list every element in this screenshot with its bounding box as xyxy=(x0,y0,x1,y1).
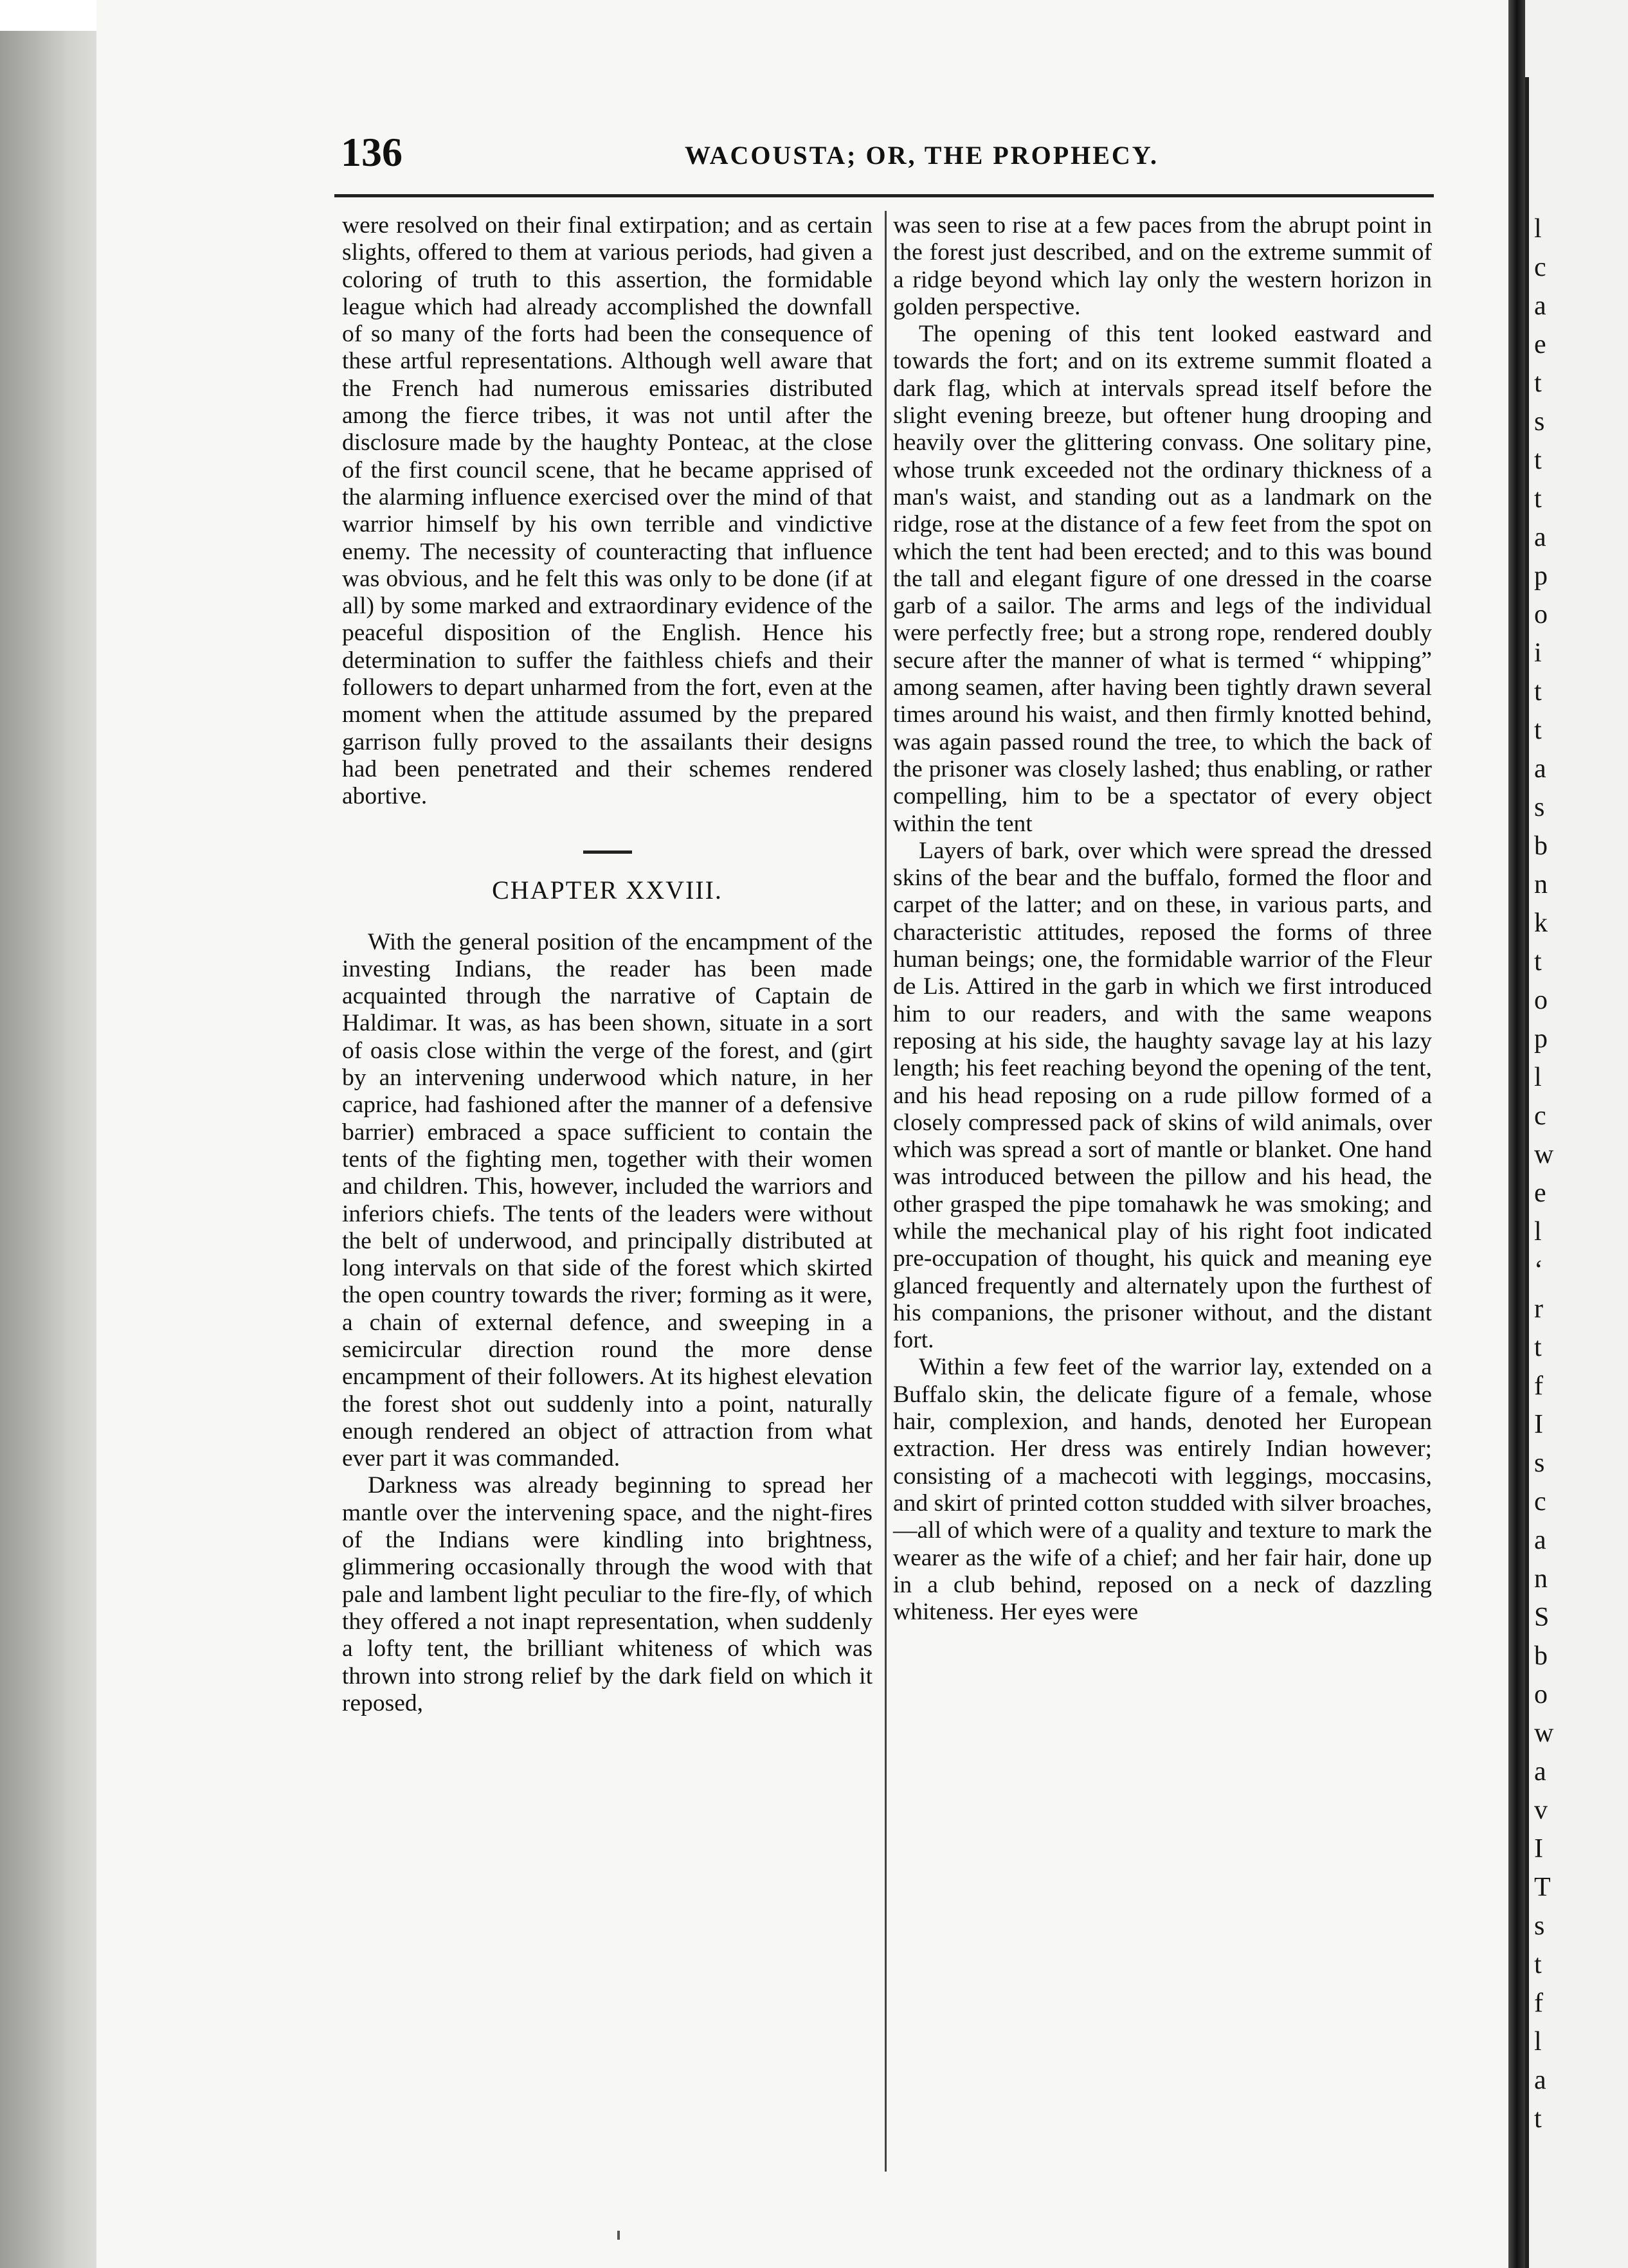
next-page-letter: r xyxy=(1534,1294,1543,1324)
book-gutter xyxy=(1508,0,1525,2268)
next-page-letter: c xyxy=(1534,1101,1546,1131)
next-page-letter: s xyxy=(1534,1911,1545,1941)
page-number: 136 xyxy=(341,129,402,175)
right-column xyxy=(893,212,1432,1626)
left-para-2: Darkness was already beginning to spread her mantle over the intervening space, and the night-fires of the Indians were kindling into brightness, glimmering occasionally through the wood with that pale and lambent light peculiar to the fire-fly, of which they offered a not inapt representation, when suddenly a lofty tent, the brilliant whiteness of which was thrown into strong relief by the dark field on which it reposed, xyxy=(342,1472,873,1716)
left-para-1: With the general position of the encampment of the investing Indians, the reader has been made acquainted through the narrative of Captain de Haldimar. It was, as has been shown, situate in a sort of oasis close within the verge of the forest, and (girt by an intervening underwood which nature, in her caprice, had fashioned after the manner of a defensive barrier) embraced a space sufficient to contain the tents of the fighting men, together with their women and children. This, however, included the warriors and inferiors chiefs. The tents of the leaders were without the belt of underwood, and principally distributed at long intervals on that side of the forest which skirted the open country towards the river; forming as it were, a chain of external defence, and sweeping in a semicircular direction round the more dense encampment of their followers. At its highest elevation the forest shot out suddenly into a point, naturally enough rendered an object of attraction from what ever part it was commanded. xyxy=(342,928,873,1472)
next-page-letter: e xyxy=(1534,1178,1546,1208)
next-page-letter: c xyxy=(1534,1487,1546,1516)
next-page-letter: s xyxy=(1534,407,1545,437)
next-page-letter: t xyxy=(1534,716,1542,745)
next-page-letter: o xyxy=(1534,600,1548,629)
next-page-letter: a xyxy=(1534,291,1546,321)
next-page-letter: a xyxy=(1534,523,1546,552)
next-page-letter: a xyxy=(1534,754,1546,784)
next-page-letter: w xyxy=(1534,1718,1554,1748)
next-page-letter: s xyxy=(1534,1448,1545,1478)
next-page-letter: t xyxy=(1534,947,1542,977)
next-page-letter: w xyxy=(1534,1140,1554,1169)
next-page-rule xyxy=(1525,77,1529,2268)
left-para-continued: were resolved on their final extirpation; and as certain slights, offered to them at various periods, had given a coloring of truth to this assertion, the formidable league which had already accomplished the downfall of so many of the forts had been the consequence of these artful representations. Although well aware that the French had numerous emissaries distributed among the fierce tribes, it was not until after the disclosure made by the haughty Ponteac, at the close of the first council scene, that he became apprised of the alarming influence exercised over the mind of that warrior himself by his own terrible and vindictive enemy. The necessity of counteracting that influence was obvious, and he felt this was only to be done (if at all) by some marked and extraordinary evidence of the peaceful disposition of the English. Hence his determination to suffer the faithless chiefs and their followers to depart unharmed from the fort, even at the moment when the attitude assumed by the prepared garrison fully proved to the assailants their designs had been penetrated and their schemes rendered abortive. xyxy=(342,212,873,810)
next-page-letter: ‘ xyxy=(1534,1256,1543,1285)
next-page-edge xyxy=(1525,0,1628,2268)
next-page-letter: l xyxy=(1534,2027,1542,2056)
chapter-heading: CHAPTER XXVIII. xyxy=(492,875,723,905)
next-page-letter: I xyxy=(1534,1410,1543,1439)
next-page-letter: t xyxy=(1534,2104,1542,2134)
chapter-rule xyxy=(583,851,632,854)
next-page-letter: o xyxy=(1534,1680,1548,1709)
next-page-letter: o xyxy=(1534,986,1548,1015)
book-binding xyxy=(0,0,96,2268)
next-page-letter: p xyxy=(1534,561,1548,591)
next-page-letter: t xyxy=(1534,368,1542,398)
next-page-letter: n xyxy=(1534,1564,1548,1594)
next-page-letter: b xyxy=(1534,831,1548,861)
right-para-continued: was seen to rise at a few paces from the abrupt point in the forest just described, and on the extreme summit of a ridge beyond which lay only the western horizon in golden perspective. xyxy=(893,212,1432,320)
next-page-letter: l xyxy=(1534,1063,1542,1092)
right-para-1: The opening of this tent looked eastward and towards the fort; and on its extreme summit floated a dark flag, which at intervals spread itself before the slight evening breeze, but oftener hung drooping and heavily over the glittering convass. One solitary pine, whose trunk exceeded not the ordinary thickness of a man's waist, and standing out as a landmark on the ridge, rose at the distance of a few feet from the spot on which the tent had been erected; and to this was bound the tall and elegant figure of one dressed in the coarse garb of a sailor. The arms and legs of the individual were perfectly free; but a strong rope, rendered doubly secure after the manner of what is termed “ whipping” among seamen, after having been tightly drawn several times around his waist, and then firmly knotted behind, was again passed round the tree, to which the back of the prisoner was closely lashed; thus enabling, or rather compelling, him to be a spectator of every object within the tent xyxy=(893,321,1432,837)
next-page-letter: n xyxy=(1534,870,1548,899)
next-page-letter: a xyxy=(1534,1757,1546,1787)
next-page-letter: f xyxy=(1534,1371,1543,1401)
next-page-letter: e xyxy=(1534,330,1546,359)
next-page-letter: T xyxy=(1534,1873,1551,1902)
next-page-letter: l xyxy=(1534,1217,1542,1246)
next-page-letter: t xyxy=(1534,1950,1542,1979)
next-page-letter: v xyxy=(1534,1796,1548,1825)
next-page-letter: p xyxy=(1534,1024,1548,1054)
right-para-2: Layers of bark, over which were spread the dressed skins of the bear and the buffalo, formed the floor and carpet of the latter; and on these, in various parts, and characteristic attitudes, reposed the forms of three human beings; one, the formidable warrior of the Fleur de Lis. Attired in the garb in which we first introduced him to our readers, and with the same weapons reposing at his side, the haughty savage lay at his lazy length; his feet reaching beyond the opening of the tent, and his head reposing on a rude pillow formed of a closely compressed pack of skins of wild animals, over which was spread a sort of mantle or blanket. One hand was introduced between the pillow and his head, the other grasped the pipe tomahawk he was smoking; and while the mechanical play of his right foot indicated pre-occupation of thought, his quick and meaning eye glanced frequently and alternately upon the furthest of his companions, the prisoner without, and the distant fort. xyxy=(893,837,1432,1354)
next-page-letter: s xyxy=(1534,793,1545,822)
next-page-letter: t xyxy=(1534,1333,1542,1362)
running-title: WACOUSTA; OR, THE PROPHECY. xyxy=(685,141,1159,170)
next-page-letter: S xyxy=(1534,1603,1550,1632)
next-page-letter: t xyxy=(1534,677,1542,706)
next-page-letter: k xyxy=(1534,908,1548,938)
header-rule xyxy=(334,194,1434,197)
left-column xyxy=(342,212,873,1717)
next-page-letter: I xyxy=(1534,1834,1543,1864)
next-page-letter: t xyxy=(1534,446,1542,475)
right-para-3: Within a few feet of the warrior lay, extended on a Buffalo skin, the delicate figure of a female, whose hair, complexion, and hands, denoted her European extraction. Her dress was entirely Indian however; consisting of a machecoti with leggings, moccasins, and skirt of printed cotton studded with silver broaches,—all of which were of a quality and texture to mark the wearer as the wife of a chief; and her fair hair, done up in a club behind, reposed on a neck of dazzling whiteness. Her eyes were xyxy=(893,1354,1432,1626)
next-page-letter: t xyxy=(1534,484,1542,514)
column-divider xyxy=(885,211,887,2172)
next-page-letter: a xyxy=(1534,2066,1546,2095)
next-page-letter: c xyxy=(1534,253,1546,282)
page-mark xyxy=(617,2231,620,2240)
next-page-letter: l xyxy=(1534,214,1542,244)
next-page-letter: i xyxy=(1534,638,1542,668)
next-page-letter: f xyxy=(1534,1988,1543,2018)
next-page-letter: a xyxy=(1534,1526,1546,1555)
next-page-letter: b xyxy=(1534,1641,1548,1671)
